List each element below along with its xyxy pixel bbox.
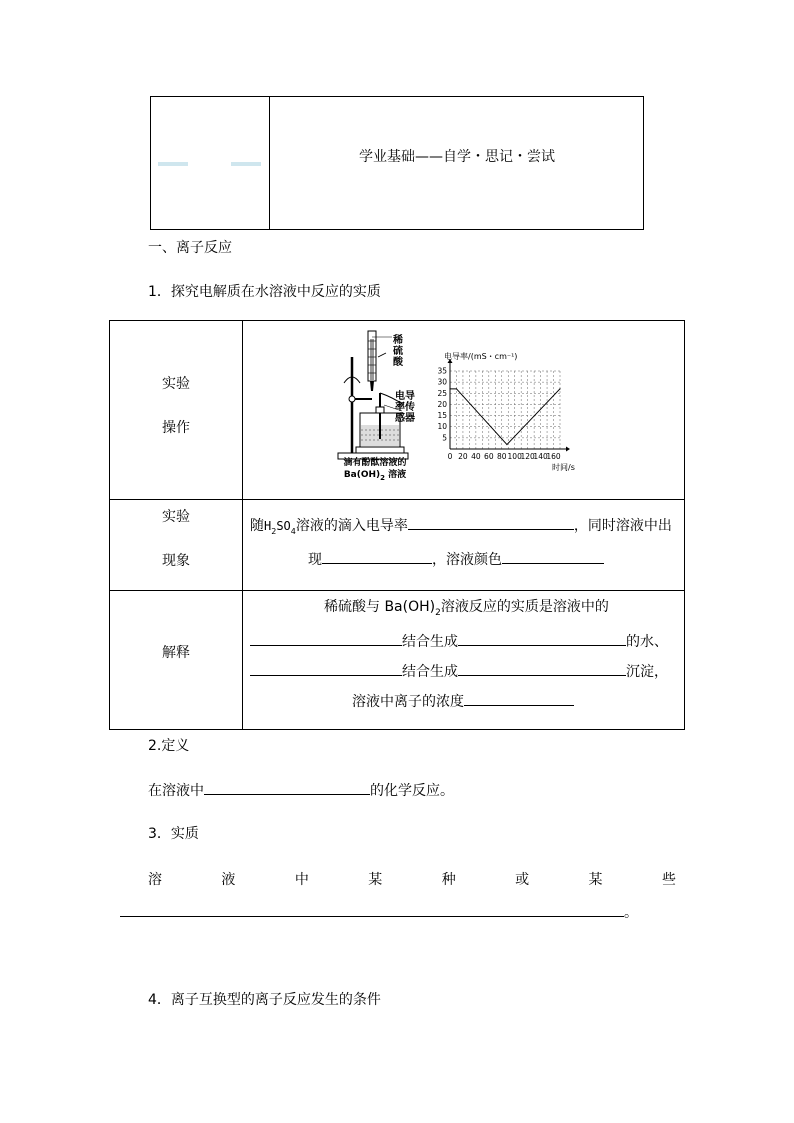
table-row-divider-1 bbox=[110, 499, 684, 500]
item4-heading: 4．离子互换型的离子反应发生的条件 bbox=[148, 992, 381, 1008]
row3-line1-sub: 2 bbox=[435, 607, 441, 618]
row1-label-line1: 实验 bbox=[162, 376, 190, 392]
data-point bbox=[559, 388, 560, 389]
caption-line1: 滴有酚酞溶液的 bbox=[343, 458, 407, 468]
header-logo-right bbox=[231, 162, 261, 166]
blank-product-water[interactable] bbox=[458, 631, 626, 646]
spread-char: 或 bbox=[515, 872, 530, 888]
item2-heading: 2.定义 bbox=[148, 738, 190, 754]
row3-line3-end: 沉淀， bbox=[626, 664, 668, 680]
row2-text-b: 溶液的滴入电导率 bbox=[295, 518, 408, 534]
y-axis-label: 电导率/(mS・cm⁻¹) bbox=[444, 352, 518, 361]
blank-ion-1[interactable] bbox=[250, 631, 402, 646]
x-tick-label: 60 bbox=[484, 452, 494, 461]
spread-char: 液 bbox=[221, 872, 236, 888]
data-point bbox=[506, 444, 507, 445]
data-point bbox=[449, 388, 450, 389]
sensor-label-line: 率传 bbox=[395, 402, 415, 413]
row3-line4-text: 溶液中离子的浓度 bbox=[352, 694, 464, 710]
spread-char: 溶 bbox=[148, 872, 162, 888]
formula-so: SO bbox=[276, 519, 291, 533]
section-heading: 一、离子反应 bbox=[148, 240, 232, 256]
x-axis-label: 时间/s bbox=[552, 463, 575, 472]
item3-end-mark: 。 bbox=[624, 905, 638, 921]
item3-blank-line bbox=[120, 902, 638, 923]
x-tick-label: 20 bbox=[458, 452, 468, 461]
y-tick-label: 25 bbox=[437, 388, 447, 398]
formula-h: H bbox=[264, 519, 272, 533]
formula-sub-2: 2 bbox=[271, 526, 277, 536]
y-tick-label: 10 bbox=[437, 422, 447, 432]
item3-spread-line bbox=[148, 870, 676, 890]
conductivity-line bbox=[450, 389, 560, 445]
row2-text-e: ，溶液颜色 bbox=[432, 552, 502, 568]
spread-char: 些 bbox=[661, 872, 676, 888]
row3-line2-end: 的水、 bbox=[626, 634, 668, 650]
row3-line1 bbox=[324, 597, 609, 623]
spread-char: 种 bbox=[441, 872, 456, 888]
row3-line3 bbox=[250, 661, 668, 682]
spread-char: 中 bbox=[294, 872, 309, 888]
header-title: 学业基础——自学・思记・尝试 bbox=[359, 149, 555, 165]
row2-text-a: 随 bbox=[250, 518, 264, 534]
blank-product-precipitate[interactable] bbox=[458, 661, 626, 676]
blank-conductivity-change[interactable] bbox=[408, 515, 574, 530]
item2-text-a: 在溶液中 bbox=[148, 783, 204, 799]
row2-label-line2: 现象 bbox=[162, 553, 190, 569]
row2-text-d: 现 bbox=[308, 552, 322, 568]
row3-line1-b: 溶液反应的实质是溶液中的 bbox=[440, 599, 609, 615]
row2-line2 bbox=[308, 549, 604, 570]
acid-label-char: 硫 bbox=[393, 346, 403, 357]
row3-line1-a: 稀硫酸与 Ba(OH) bbox=[324, 599, 436, 615]
item2-line bbox=[148, 780, 454, 801]
row3-line2 bbox=[250, 631, 668, 652]
row3-line3-mid: 结合生成 bbox=[402, 664, 458, 680]
y-tick-label: 30 bbox=[437, 377, 447, 387]
x-axis-arrow bbox=[566, 447, 570, 452]
table-row-divider-2 bbox=[110, 590, 684, 591]
blank-ion-2[interactable] bbox=[250, 661, 402, 676]
row3-line4 bbox=[352, 691, 574, 712]
table-col-divider bbox=[242, 321, 243, 729]
acid-label-char: 酸 bbox=[393, 357, 403, 368]
row2-label-line1: 实验 bbox=[162, 509, 190, 525]
experiment-table bbox=[109, 320, 685, 730]
blank-definition[interactable] bbox=[204, 780, 370, 795]
apparatus-caption bbox=[338, 457, 412, 484]
sensor-label bbox=[395, 391, 415, 424]
x-tick-label: 160 bbox=[546, 452, 561, 461]
header-box bbox=[150, 96, 644, 230]
y-tick-label: 5 bbox=[442, 433, 447, 443]
x-tick-label: 40 bbox=[471, 452, 481, 461]
caption-line2-sub: 2 bbox=[380, 473, 386, 482]
x-tick-label: 140 bbox=[533, 452, 548, 461]
spread-char: 某 bbox=[588, 872, 603, 888]
caption-line2-a: Ba(OH) bbox=[343, 470, 381, 480]
blank-essence[interactable] bbox=[120, 902, 624, 917]
item2-text-b: 的化学反应。 bbox=[370, 783, 454, 799]
caption-line2 bbox=[338, 469, 412, 484]
acid-label-char: 稀 bbox=[393, 335, 403, 346]
x-tick-label: 120 bbox=[520, 452, 535, 461]
header-divider bbox=[269, 97, 270, 229]
blank-color-change[interactable] bbox=[502, 549, 604, 564]
acid-label bbox=[393, 335, 403, 368]
data-point bbox=[456, 388, 457, 389]
item3-heading: 3．实质 bbox=[148, 826, 199, 842]
blank-ion-concentration[interactable] bbox=[464, 691, 574, 706]
header-logo-left bbox=[158, 162, 188, 166]
y-tick-label: 20 bbox=[437, 399, 447, 409]
blank-precipitate[interactable] bbox=[322, 549, 432, 564]
sensor-label-line: 感器 bbox=[395, 413, 415, 424]
spread-char: 某 bbox=[368, 872, 383, 888]
row3-line2-mid: 结合生成 bbox=[402, 634, 458, 650]
x-tick-label: 0 bbox=[447, 452, 453, 461]
x-tick-label: 80 bbox=[496, 452, 507, 461]
x-tick-label: 100 bbox=[507, 452, 522, 461]
row1-label-line2: 操作 bbox=[162, 420, 190, 436]
y-tick-label: 15 bbox=[437, 411, 447, 421]
item1-heading: 1．探究电解质在水溶液中反应的实质 bbox=[148, 284, 381, 300]
row3-label: 解释 bbox=[162, 645, 190, 661]
row2-text-c: ，同时溶液中出 bbox=[573, 518, 672, 534]
y-tick-label: 35 bbox=[437, 366, 447, 376]
row2-line1 bbox=[250, 515, 672, 542]
sensor-label-line: 电导 bbox=[395, 391, 415, 402]
formula-sub-4: 4 bbox=[290, 526, 296, 536]
conductivity-chart bbox=[422, 349, 594, 479]
caption-line2-b: 溶液 bbox=[385, 470, 407, 480]
